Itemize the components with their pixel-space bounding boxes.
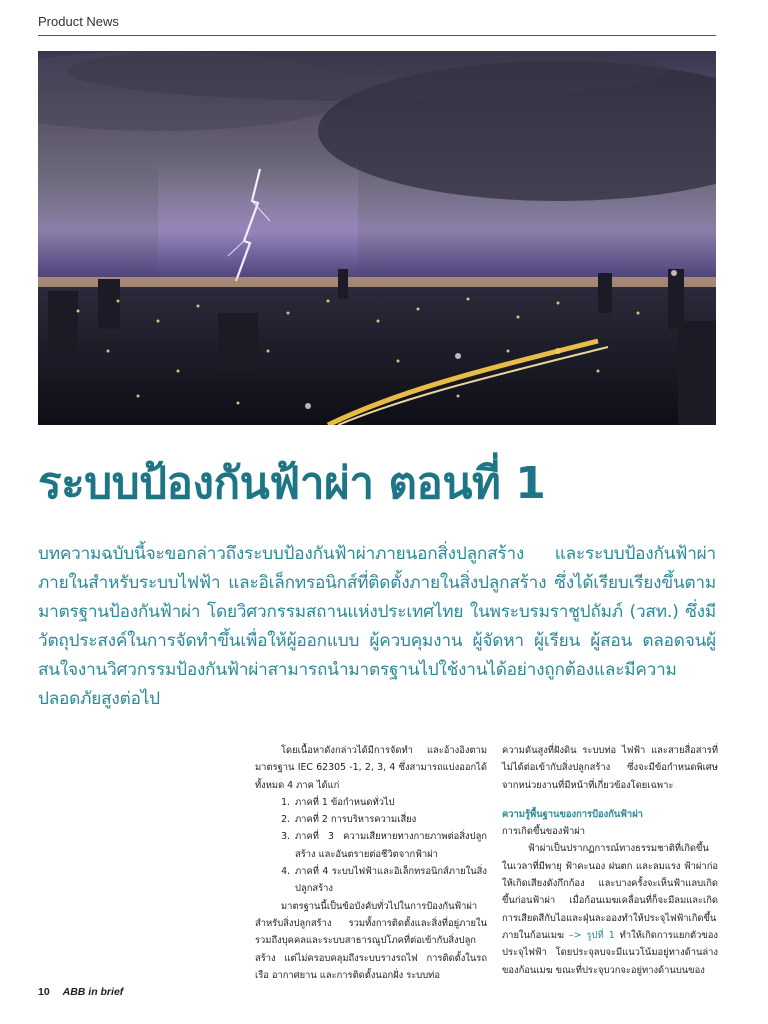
header-rule: [38, 35, 716, 36]
hero-photo: [38, 51, 716, 425]
figure-reference: –> รูปที่ 1: [568, 929, 615, 941]
paragraph-text: ฟ้าผ่าเป็นปรากฏการณ์ทางธรรมชาติที่เกิดขึ้นในเวลาที่มีพายุ ฟ้าคะนอง ฝนตก และลมแรง ฟ้าผ่าก่อให้เกิดเสียงดังกึกก้อง และบางครั้งจะเห็นฟ้าแลบเกิดขึ้นก่อนฟ้าผ่า เมื่อก้อนเมฆเคลื่อนที่ก็จะมีลมและเกิดการเสียดสีกับไอและฝุ่นละอองทำให้ประจุไฟฟ้าเกิดขึ้นภายในก้อนเมฆ: [502, 843, 718, 941]
magazine-name: ABB in brief: [62, 986, 124, 998]
list-item: 4. ภาคที่ 4 ระบบไฟฟ้าและอิเล็กทรอนิกส์ภายในสิ่งปลูกสร้าง: [293, 863, 487, 898]
page-number: 10: [38, 986, 50, 998]
paragraph: มาตรฐานนี้เป็นข้อบังคับทั่วไปในการป้องกันฟ้าผ่าสำหรับสิ่งปลูกสร้าง รวมทั้งการติดตั้งและสิ่งที่อยู่ภายในรวมถึงบุคคลและระบบสาธารณูปโภคที่ต่อเข้ากับสิ่งปลูกสร้าง แต่ไม่ครอบคลุมถึงระบบรางรถไฟ การติดตั้งในรถ เรือ อากาศยาน และการติดตั้งนอกฝั่ง ระบบท่อ: [255, 900, 487, 981]
list-item: 3. ภาคที่ 3 ความเสียหายทางกายภาพต่อสิ่งปลูกสร้าง และอันตรายต่อชีวิตจากฟ้าผ่า: [293, 828, 487, 863]
paragraph-text: ทำให้เกิดการแยกตัวของประจุไฟฟ้า โดยประจุลบจะมีแนวโน้มอยู่ทางด้านล่างของก้อนเมฆ ขณะที่ประจุบวกจะอยู่ทางด้านบนของ: [502, 929, 718, 976]
paragraph: [502, 840, 718, 978]
list-item: 2. ภาคที่ 2 การบริหารความเสี่ยง: [293, 811, 487, 828]
section-label: Product News: [38, 14, 119, 29]
hero-image: [38, 51, 716, 425]
subheading: ความรู้พื้นฐานของการป้องกันฟ้าผ่า: [502, 808, 643, 820]
body-column-2: [502, 742, 718, 979]
article-intro: บทความฉบับนี้จะขอกล่าวถึงระบบป้องกันฟ้าผ่าภายนอกสิ่งปลูกสร้าง และระบบป้องกันฟ้าผ่าภายในสำหรับระบบไฟฟ้า และอิเล็กทรอนิกส์ที่ติดตั้งภายในสิ่งปลูกสร้าง ซึ่งได้เรียบเรียงขึ้นตามมาตรฐานป้องกันฟ้าผ่า โดยวิศวกรรมสถานแห่งประเทศไทย ในพระบรมราชูปถัมภ์ (วสท.) ซึ่งมีวัตถุประสงค์ในการจัดทำขึ้นเพื่อให้ผู้ออกแบบ ผู้ควบคุมงาน ผู้จัดหา ผู้เรียน ผู้สอน ตลอดจนผู้สนใจงานวิศวกรรมป้องกันฟ้าผ่าสามารถนำมาตรฐานไปใช้งานได้อย่างถูกต้องและมีความปลอดภัยสูงต่อไป: [38, 544, 716, 709]
standard-parts-list: [255, 794, 487, 898]
page-footer: [38, 986, 123, 998]
article-title: ระบบป้องกันฟ้าผ่า ตอนที่ 1: [38, 458, 546, 509]
list-item: 1. ภาคที่ 1 ข้อกำหนดทั่วไป: [293, 794, 487, 811]
sub-subheading: การเกิดขึ้นของฟ้าผ่า: [502, 826, 586, 838]
paragraph: โดยเนื้อหาดังกล่าวได้มีการจัดทำ และอ้างอิงตามมาตรฐาน IEC 62305 -1, 2, 3, 4 ซึ่งสามารถแบ่งออกได้ทั้งหมด 4 ภาค ได้แก่: [255, 745, 487, 791]
body-column-1: [255, 742, 487, 984]
paragraph: ความดันสูงที่ฝังดิน ระบบท่อ ไฟฟ้า และสายสื่อสารที่ไม่ได้ต่อเข้ากับสิ่งปลูกสร้าง ซึ่งจะมีข้อกำหนดพิเศษจากหน่วยงานที่มีหน้าที่เกี่ยวข้องโดยเฉพาะ: [502, 745, 718, 791]
